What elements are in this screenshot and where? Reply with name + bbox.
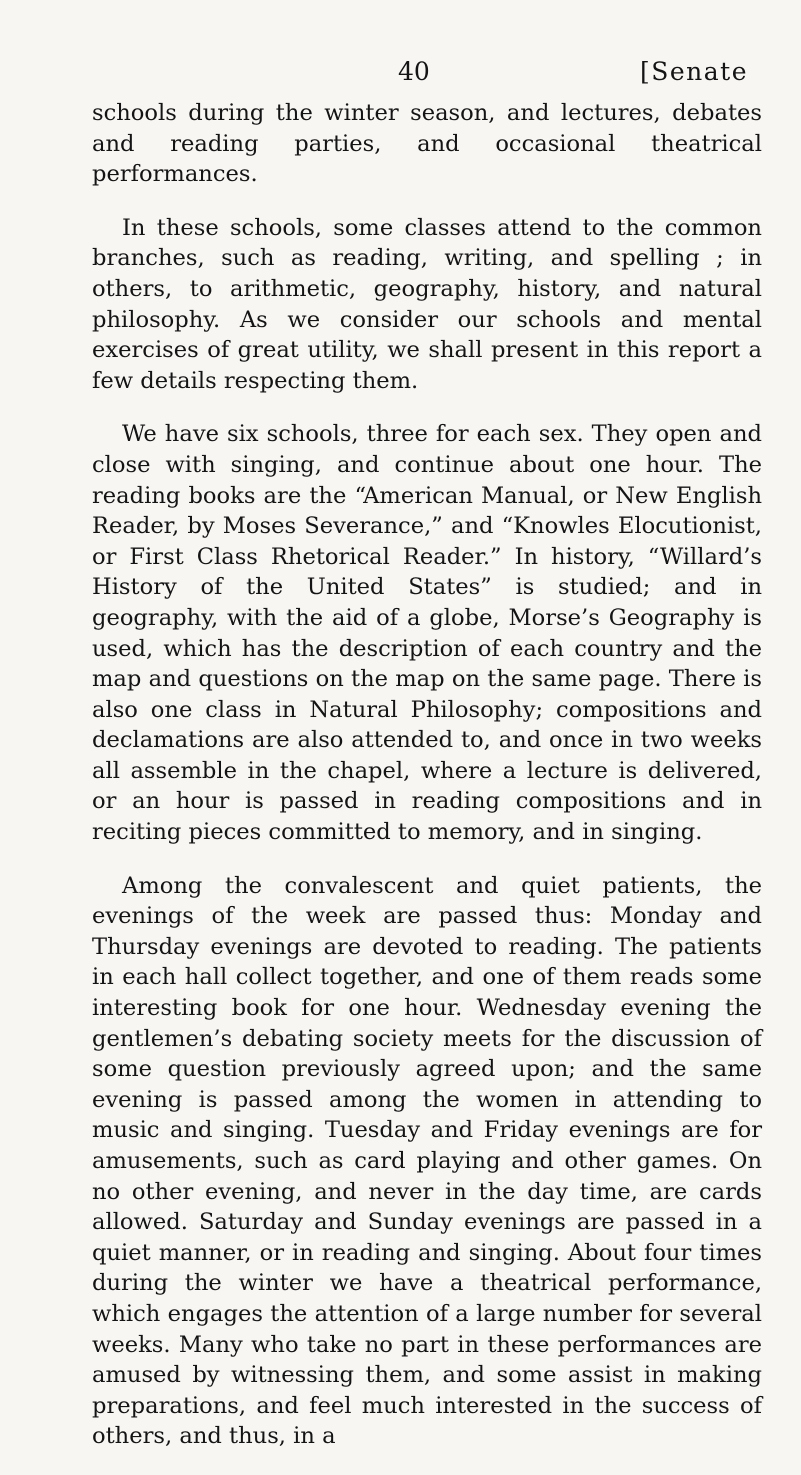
body-text bbox=[92, 98, 762, 1475]
running-head: [Senate bbox=[640, 57, 749, 86]
page-header bbox=[0, 52, 801, 92]
paragraph-school-classes: In these schools, some classes attend to the common branches, such as reading, writing, and spelling ; in others, to arithmetic, geography, history, and natural philosophy. As we consider our schools and mental exercises of great utility, we shall present in this report a few details respecting them. bbox=[92, 214, 762, 394]
paragraph-evenings: Among the convalescent and quiet patients, the evenings of the week are passed thus: Monday and Thursday evenings are devoted to reading. The patients in each hall collect together, and one of them reads some interesting book for one hour. Wednesday evening the gentlemen’s debating society meets for the discussion of some question previously agreed upon; and the same evening is passed among the women in attending to music and singing. Tuesday and Friday evenings are for amusements, such as card playing and other games. On no other evening, and never in the day time, are cards allowed. Saturday and Sunday evenings are passed in a quiet manner, or in reading and singing. About four times during the winter we have a theatrical performance, which engages the attention of a large number for several weeks. Many who take no part in these performances are amused by witnessing them, and some assist in making preparations, and feel much interested in the success of others, and thus, in a bbox=[92, 872, 762, 1450]
paragraph-continuation: schools during the winter season, and lectures, debates and reading parties, and occasional theatrical performances. bbox=[92, 100, 762, 188]
paragraph-six-schools: We have six schools, three for each sex. They open and close with singing, and continue about one hour. The reading books are the “American Manual, or New English Reader, by Moses Severance,” and “Knowles Elocutionist, or First Class Rhetorical Reader.” In history, “Willard’s History of the United States” is studied; and in geography, with the aid of a globe, Morse’s Geography is used, which has the description of each country and the map and questions on the map on the same page. There is also one class in Natural Philosophy; compositions and declamations are also attended to, and once in two weeks all assemble in the chapel, where a lecture is delivered, or an hour is passed in reading compositions and in reciting pieces committed to memory, and in singing. bbox=[92, 421, 762, 846]
page-number: 40 bbox=[398, 57, 430, 86]
